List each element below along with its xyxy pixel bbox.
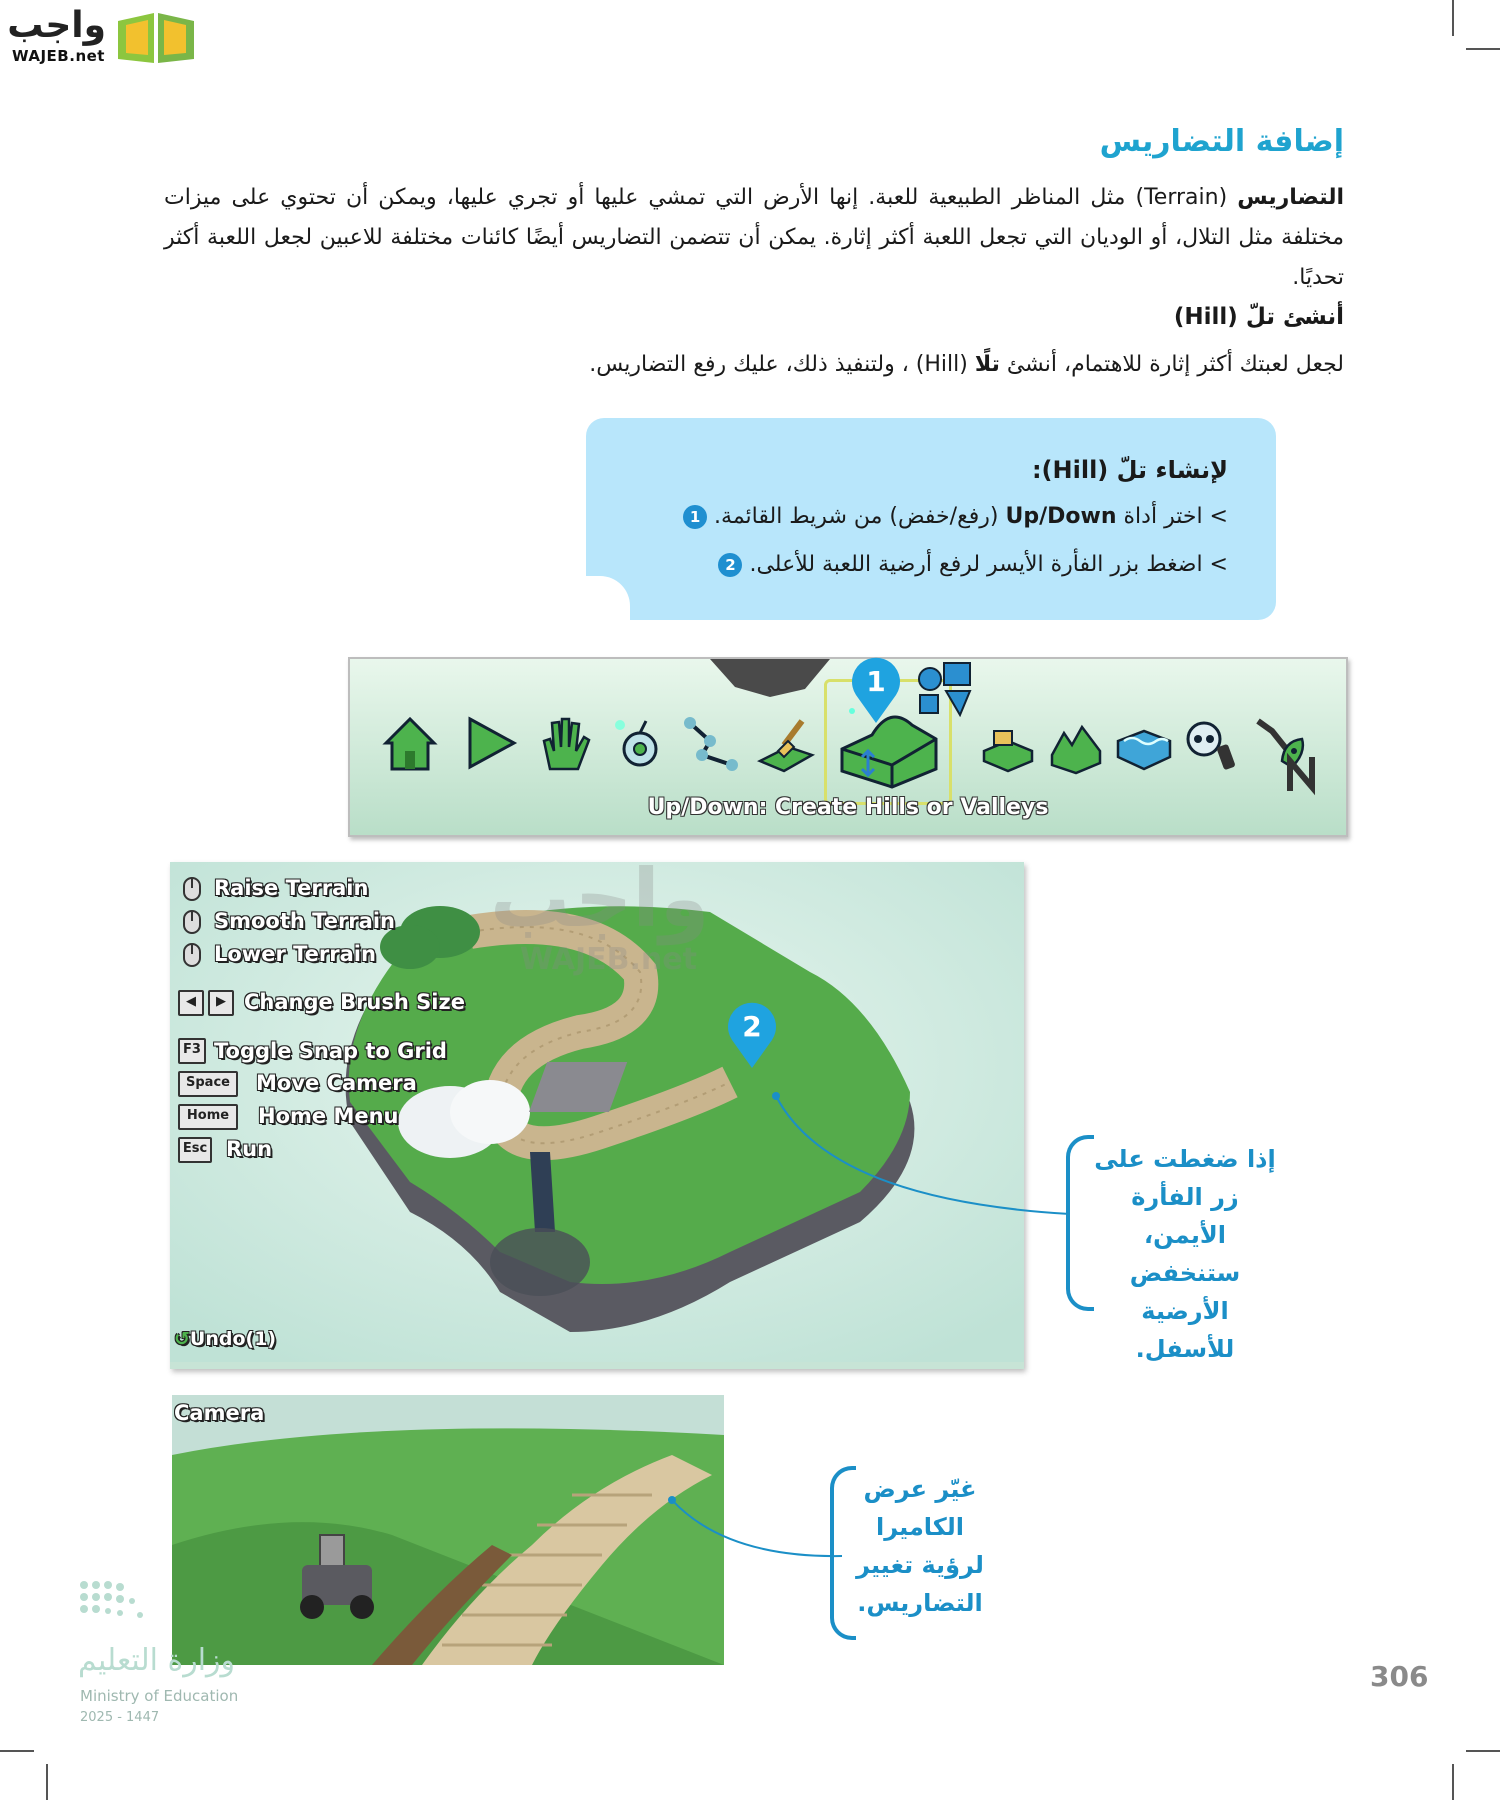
shapes-icon[interactable] [916, 661, 976, 717]
compass-icon [1282, 751, 1322, 799]
undo-label: Undo(1) [189, 1328, 277, 1350]
intro-paragraph [164, 178, 1344, 298]
ministry-logo [78, 1575, 268, 1735]
callout2-line4: التضاريس. [857, 1589, 983, 1617]
roughen-icon[interactable] [1044, 711, 1108, 775]
subsection-title: أنشئ تلّ (Hill) [1173, 304, 1344, 330]
play-icon[interactable] [458, 711, 522, 775]
crop-mark [0, 1750, 34, 1752]
step1-after: (رفع/خفض) من شريط القائمة. [714, 504, 999, 529]
key-f3: F3 [178, 1038, 206, 1064]
callout2-line2: الكاميرا [875, 1513, 965, 1541]
crop-mark [1452, 1764, 1454, 1800]
steps-box [586, 418, 1276, 620]
control-lower-terrain: Lower Terrain [214, 942, 376, 966]
subpara-after: (Hill) ، ولتنفيذ ذلك، عليك رفع التضاريس. [589, 352, 968, 377]
hand-icon[interactable] [532, 711, 596, 775]
control-smooth-terrain: Smooth Terrain [214, 909, 395, 933]
key-home: Home [178, 1104, 238, 1130]
callout1-line4: الأرضية للأسفل. [1135, 1297, 1235, 1363]
camera-label: Camera [174, 1401, 265, 1425]
arrow-left-key-icon: ◀ [178, 990, 204, 1016]
callout-connector-1 [770, 1090, 1070, 1220]
tool-caption: Up/Down: Create Hills or Valleys [647, 795, 1049, 820]
undo-button[interactable] [174, 1328, 276, 1350]
callout1-line1: إذا ضغطت على [1094, 1145, 1276, 1173]
mouse-middle-icon [182, 909, 202, 935]
crop-mark [1452, 0, 1454, 36]
step2-number-badge: 2 [718, 553, 742, 577]
intro-bold-term: التضاريس [1237, 185, 1344, 210]
subpara-bold: تلًا [974, 352, 1000, 377]
subsection-paragraph [589, 352, 1344, 377]
step1-tool-name: Up/Down [1005, 504, 1117, 529]
path-icon[interactable] [680, 711, 744, 775]
step-marker-1 [848, 655, 904, 725]
book-icon [114, 9, 198, 65]
water-icon[interactable] [1112, 711, 1176, 775]
control-raise-terrain: Raise Terrain [214, 876, 369, 900]
section-title: إضافة التضاريس [1099, 124, 1344, 159]
step1-before: > اختر أداة [1123, 504, 1228, 529]
callout-connector-2 [666, 1494, 842, 1564]
control-brush-size: Change Brush Size [244, 990, 465, 1014]
ministry-dots-icon [78, 1575, 188, 1635]
watermark-arabic: واجب [490, 862, 710, 945]
flatten-icon[interactable] [976, 711, 1040, 775]
step-marker-2 [724, 1000, 780, 1070]
logo-english: WAJEB.net [12, 47, 105, 65]
intro-text: (Terrain) مثل المناظر الطبيعية للعبة. إنها الأرض التي تمشي عليها أو تجري عليها، ويمكن أن تحتوي على ميزات مختلفة مثل التلال، أو الوديان التي تجعل اللعبة أكثر إثارة. يمكن أن تتضمن التضاريس أيضًا كائنات مختلفة للاعبين لجعل اللعبة أكثر تحديًا. [164, 185, 1344, 290]
control-snap-grid: Toggle Snap to Grid [214, 1039, 447, 1063]
callout2-line1: غيّر عرض [863, 1475, 977, 1503]
arrow-right-key-icon: ▶ [208, 990, 234, 1016]
control-move-camera: Move Camera [256, 1071, 417, 1095]
step-2 [712, 552, 1228, 577]
wajeb-logo[interactable] [7, 5, 190, 67]
step-1 [677, 504, 1228, 529]
crop-mark [46, 1764, 48, 1800]
steps-title: لإنشاء تلّ (Hill): [1031, 456, 1228, 484]
right-click-callout [1090, 1140, 1280, 1368]
terrain-rock-decoration [710, 659, 830, 699]
ministry-arabic: وزارة التعليم [78, 1643, 236, 1678]
page-number: 306 [1370, 1660, 1429, 1693]
crop-mark [1466, 1750, 1500, 1752]
ministry-year: 2025 - 1447 [80, 1710, 160, 1725]
toolbar-marker-number: 1 [866, 665, 886, 698]
subpara-before: لجعل لعبتك أكثر إثارة للاهتمام، أنشئ [1006, 352, 1344, 377]
callout1-line3: ستنخفض [1129, 1259, 1241, 1287]
paint-terrain-icon[interactable] [754, 711, 818, 775]
control-run: Run [226, 1137, 273, 1161]
logo-arabic: واجب [7, 5, 106, 46]
box-notch [586, 576, 630, 620]
watermark-english: WAJEB.net [520, 942, 697, 977]
step2-text: > اضغط بزر الفأرة الأيسر لرفع أرضية اللعبة للأعلى. [749, 552, 1228, 577]
key-space: Space [178, 1071, 238, 1097]
ministry-english: Ministry of Education [80, 1687, 239, 1705]
camera-callout [852, 1470, 988, 1622]
mouse-right-icon [182, 942, 202, 968]
home-icon[interactable] [378, 711, 442, 775]
crop-mark [1466, 48, 1500, 50]
magnifier-icon[interactable] [1180, 711, 1244, 775]
object-tool-icon[interactable] [606, 711, 670, 775]
callout1-line2: زر الفأرة الأيمن، [1131, 1183, 1239, 1249]
kodu-toolbar [348, 657, 1348, 837]
callout2-line3: لرؤية تغيير [856, 1551, 984, 1579]
key-esc: Esc [178, 1137, 212, 1163]
mouse-left-icon [182, 876, 202, 902]
undo-icon: ↺ [174, 1328, 190, 1350]
step1-number-badge: 1 [683, 505, 707, 529]
control-home-menu: Home Menu [258, 1104, 399, 1128]
scene-marker-number: 2 [742, 1010, 762, 1043]
